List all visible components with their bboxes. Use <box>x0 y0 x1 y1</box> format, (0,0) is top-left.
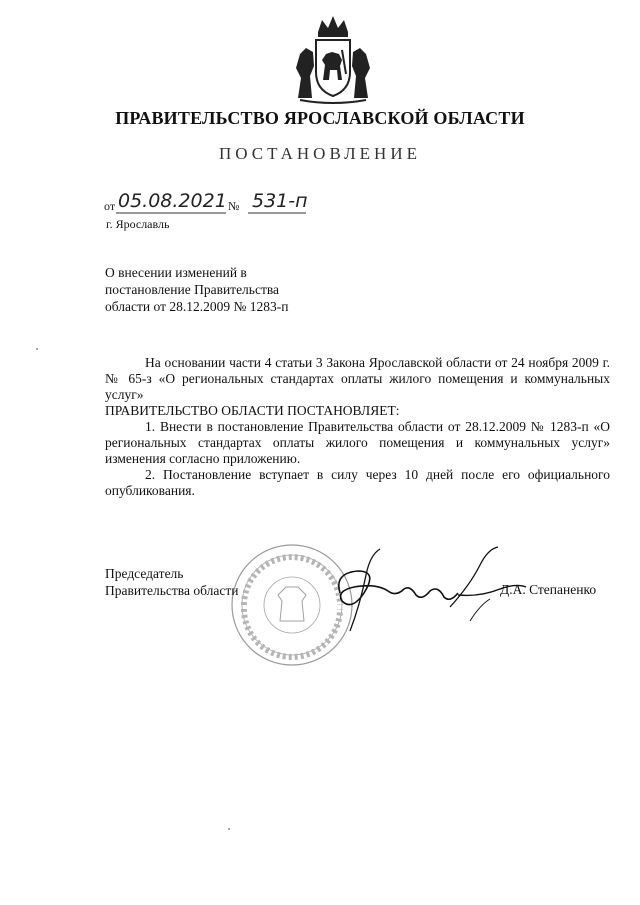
date-underline <box>116 211 306 215</box>
document-body <box>105 355 610 499</box>
document-subject <box>105 264 345 315</box>
scan-speck <box>36 348 38 350</box>
city-label: г. Ярославль <box>106 217 170 231</box>
registration-line <box>104 190 324 216</box>
item-1-paragraph: 1. Внести в постановление Правительства области от 28.12.2009 № 1283-п «О региональных стандартах оплаты жилого помещения и коммунальных услуг» изменения согласно приложению. <box>105 419 610 466</box>
signer-name: Д.А. Степаненко <box>500 582 597 597</box>
preamble-paragraph: На основании части 4 статьи 3 Закона Ярославской области от 24 ноября 2009 г. № 65-з «О региональных стандартах оплаты жилого помещения и коммунальных услуг» <box>105 355 610 402</box>
signer-title-line: Председатель <box>105 566 184 581</box>
signer-title <box>105 565 238 599</box>
item-2-paragraph: 2. Постановление вступает в силу через 10 дней после его официального опубликования. <box>105 467 610 498</box>
government-title: ПРАВИТЕЛЬСТВО ЯРОСЛАВСКОЙ ОБЛАСТИ <box>115 108 525 128</box>
subject-line: области от 28.12.2009 № 1283-п <box>105 299 289 314</box>
subject-line: постановление Правительства <box>105 282 280 297</box>
handwritten-signature <box>330 545 530 635</box>
resolves-heading: ПРАВИТЕЛЬСТВО ОБЛАСТИ ПОСТАНОВЛЯЕТ: <box>105 403 400 418</box>
scan-speck <box>228 828 230 830</box>
coat-of-arms-emblem <box>292 10 374 106</box>
number-label: № <box>228 199 240 213</box>
document-type: ПОСТАНОВЛЕНИЕ <box>218 144 421 163</box>
subject-line: О внесении изменений в <box>105 265 247 280</box>
from-label: от <box>104 199 116 213</box>
signer-title-line: Правительства области <box>105 583 239 598</box>
registration-number: 531-п <box>252 190 308 212</box>
registration-date: 05.08.2021 <box>118 190 227 212</box>
